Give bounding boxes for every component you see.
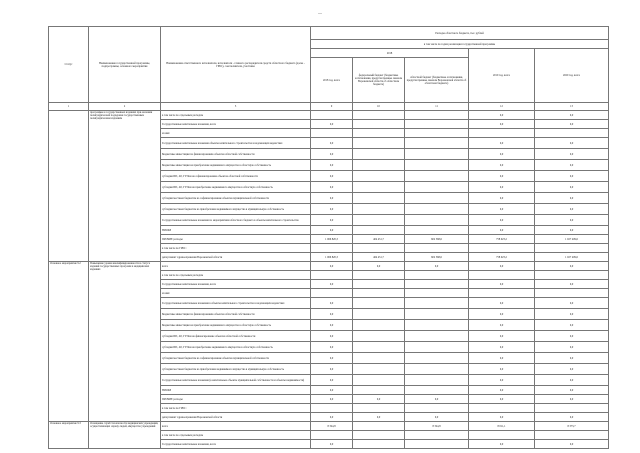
value-cell <box>469 431 535 440</box>
value-cell <box>405 375 469 386</box>
value-cell <box>353 331 405 342</box>
value-cell: 0,0 <box>535 375 609 386</box>
source-cell: Государственные капитальные вложения, всего <box>161 440 311 449</box>
value-cell: 0,0 <box>469 395 535 404</box>
source-cell: из них: <box>161 129 311 138</box>
value-cell: 1 027 409,6 <box>535 235 609 244</box>
col-status-header: Статус <box>49 27 89 103</box>
value-cell <box>353 149 405 160</box>
value-cell <box>353 431 405 440</box>
value-cell <box>353 138 405 149</box>
value-cell <box>405 431 469 440</box>
value-cell <box>353 386 405 395</box>
idx-cell: 13 <box>535 103 609 111</box>
year-2019-header: 2019 год, всего <box>469 49 535 103</box>
value-cell <box>405 111 469 120</box>
value-cell <box>405 386 469 395</box>
page-mark: — <box>318 10 322 15</box>
value-cell <box>353 244 405 253</box>
value-cell: 758 023,2 <box>469 235 535 244</box>
value-cell <box>469 129 535 138</box>
value-cell: 758 023,2 <box>469 253 535 262</box>
value-cell <box>353 160 405 171</box>
source-cell: Государственные капитальные вложения объекты капитального строительства в надлежащих ведомствах <box>161 138 311 149</box>
value-cell: 0,0 <box>311 353 353 364</box>
value-cell: 0,0 <box>535 298 609 309</box>
value-cell: 0,0 <box>469 262 535 271</box>
value-cell: 0,0 <box>469 309 535 320</box>
value-cell: 0,0 <box>535 440 609 449</box>
source-cell: субсидии ИП, АУ, ГУПам на финансирование объектов областной собственности <box>161 331 311 342</box>
value-cell: 0,0 <box>535 320 609 331</box>
value-cell: 0,0 <box>469 386 535 395</box>
value-cell <box>405 204 469 215</box>
value-cell <box>405 289 469 298</box>
value-cell: 0,0 <box>469 138 535 149</box>
value-cell: 0,0 <box>469 204 535 215</box>
value-cell: 8 324,8 <box>405 422 469 431</box>
value-cell <box>353 289 405 298</box>
value-cell <box>353 271 405 280</box>
source-cell: департамент здравоохранения Воронежской области <box>161 253 311 262</box>
value-cell <box>535 404 609 413</box>
source-cell: в том числе по ГРБС: <box>161 404 311 413</box>
year-2018-header: 2018 <box>311 49 469 58</box>
value-cell: 0,0 <box>469 171 535 182</box>
value-cell: 0,0 <box>311 331 353 342</box>
value-cell: 0,0 <box>535 171 609 182</box>
year-2020-header: 2020 год, всего <box>535 49 609 103</box>
value-cell: 0,0 <box>405 395 469 404</box>
value-cell: 0,0 <box>469 149 535 160</box>
idx-cell: 3 <box>161 103 311 111</box>
source-cell: Бюджетные инвестиции на приобретение недвижимого имущества в областную собственность <box>161 160 311 171</box>
source-cell: субсидии местным бюджетам на приобретение недвижимого имущества в муниципальную собственность <box>161 204 311 215</box>
value-cell <box>405 244 469 253</box>
value-cell: 0,0 <box>469 120 535 129</box>
value-cell <box>311 431 353 440</box>
value-cell: 0,0 <box>535 331 609 342</box>
value-cell: 0,0 <box>405 262 469 271</box>
value-cell: 0,0 <box>469 182 535 193</box>
value-cell <box>311 271 353 280</box>
table-row <box>49 422 609 431</box>
col-expenses-header: Расходы областного бюджета, тыс. рублей <box>311 27 609 40</box>
value-cell: 0,0 <box>469 226 535 235</box>
value-cell <box>353 320 405 331</box>
value-cell: 0,0 <box>311 342 353 353</box>
source-cell: ПРОЧИЕ расходы <box>161 395 311 404</box>
value-cell: 0,0 <box>311 280 353 289</box>
value-cell: 0,0 <box>311 320 353 331</box>
total-2018-header: 2018 год, всего <box>311 58 353 103</box>
value-cell: 0,0 <box>535 342 609 353</box>
value-cell <box>405 129 469 138</box>
value-cell: 0,0 <box>535 386 609 395</box>
value-cell: 0,0 <box>469 331 535 342</box>
value-cell <box>405 182 469 193</box>
value-cell: 602 368,6 <box>405 235 469 244</box>
value-cell: 0,0 <box>311 386 353 395</box>
source-cell: в том числе по отдельным расходам <box>161 271 311 280</box>
value-cell <box>353 129 405 138</box>
value-cell: 0,0 <box>535 309 609 320</box>
value-cell: 0,0 <box>535 364 609 375</box>
value-cell: 0,0 <box>469 111 535 120</box>
value-cell: 0,0 <box>469 413 535 422</box>
idx-cell: 9 <box>311 103 353 111</box>
value-cell: 0,0 <box>311 215 353 226</box>
source-cell: субсидии местным бюджетам на приобретение недвижимого имущества в муниципальную собственность <box>161 364 311 375</box>
value-cell: 0,0 <box>311 171 353 182</box>
value-cell: 0,0 <box>311 204 353 215</box>
value-cell: 0,0 <box>311 226 353 235</box>
value-cell <box>353 171 405 182</box>
value-cell <box>353 342 405 353</box>
value-cell <box>405 342 469 353</box>
value-cell <box>353 120 405 129</box>
idx-cell: 2 <box>89 103 161 111</box>
idx-cell: 12 <box>469 103 535 111</box>
value-cell: 0,0 <box>535 138 609 149</box>
source-cell: НИОКР <box>161 226 311 235</box>
value-cell: 0,0 <box>535 120 609 129</box>
value-cell: 0,0 <box>311 182 353 193</box>
value-cell: 0,0 <box>535 262 609 271</box>
value-cell: 8 324,8 <box>311 422 353 431</box>
value-cell <box>405 280 469 289</box>
value-cell: 8 373,7 <box>535 422 609 431</box>
value-cell: 0,0 <box>311 138 353 149</box>
value-cell: 0,0 <box>353 395 405 404</box>
source-cell: НИОКР <box>161 386 311 395</box>
value-cell <box>353 440 405 449</box>
value-cell <box>405 353 469 364</box>
value-cell <box>405 271 469 280</box>
value-cell: 0,0 <box>469 375 535 386</box>
value-cell: 0,0 <box>469 353 535 364</box>
value-cell: 0,0 <box>535 149 609 160</box>
source-cell: субсидии ИП, АУ, ГУПам на приобретение недвижимого имущества в областную собственность <box>161 182 311 193</box>
source-cell: в том числе по отдельным расходам <box>161 431 311 440</box>
value-cell <box>405 215 469 226</box>
value-cell <box>405 171 469 182</box>
value-cell: 0,0 <box>469 440 535 449</box>
col-source-header: Наименование ответственного исполнителя, исполнителя - главного распорядителя средств областного бюджета (далее - ГРБС), соисполнителя, участника <box>161 27 311 103</box>
source-cell: Государственные капитальные вложения по мероприятиям областного бюджета в объекты капитального строительства <box>161 215 311 226</box>
value-cell: 1 066 820,3 <box>311 253 353 262</box>
value-cell: 0,0 <box>311 262 353 271</box>
value-cell <box>469 404 535 413</box>
value-cell: 0,0 <box>469 280 535 289</box>
value-cell <box>405 404 469 413</box>
value-cell: 0,0 <box>353 262 405 271</box>
source-cell: в том числе по ГРБС: <box>161 244 311 253</box>
value-cell <box>469 289 535 298</box>
value-cell: 0,0 <box>469 298 535 309</box>
source-cell: Государственные капитальные вложения, всего <box>161 280 311 289</box>
value-cell <box>535 244 609 253</box>
value-cell <box>405 364 469 375</box>
value-cell <box>353 193 405 204</box>
name-cell: Оснащение служб безопасности медицинских учреждений, осуществляющих охрану людей, имущества учреждений <box>89 422 161 449</box>
value-cell <box>311 404 353 413</box>
value-cell <box>535 129 609 138</box>
value-cell <box>405 320 469 331</box>
value-cell <box>405 309 469 320</box>
source-cell: всего <box>161 262 311 271</box>
value-cell: 0,0 <box>353 413 405 422</box>
status-cell: Основное мероприятие 9.3 <box>49 422 89 449</box>
value-cell <box>311 111 353 120</box>
value-cell: 0,0 <box>469 342 535 353</box>
status-cell <box>49 111 89 262</box>
value-cell <box>405 138 469 149</box>
value-cell: 0,0 <box>469 364 535 375</box>
value-cell <box>405 160 469 171</box>
value-cell: 464 451,7 <box>353 253 405 262</box>
federal-header: федеральный бюджет (бюджетные ассигнования, предусмотренные законом Воронежской области об областном бюджете) <box>353 58 405 103</box>
value-cell <box>535 289 609 298</box>
source-cell: Бюджетные инвестиции по финансированию объектов областной собственности <box>161 149 311 160</box>
value-cell: 0,0 <box>311 160 353 171</box>
idx-cell: 11 <box>405 103 469 111</box>
value-cell: 1 027 409,6 <box>535 253 609 262</box>
table-header <box>49 27 609 111</box>
value-cell: 602 368,6 <box>405 253 469 262</box>
value-cell <box>353 298 405 309</box>
source-cell: Бюджетные инвестиции по финансированию объектов областной собственности <box>161 309 311 320</box>
value-cell: 0,0 <box>405 413 469 422</box>
value-cell: 0,0 <box>535 182 609 193</box>
name-cell: Повышение уровня квалифицированности и статуса изданий государственных программ в медицинских изданиях <box>89 262 161 422</box>
value-cell: 0,0 <box>311 375 353 386</box>
value-cell <box>405 440 469 449</box>
col-name-header: Наименование государственной программы, подпрограммы, основного мероприятия <box>89 27 161 103</box>
value-cell <box>405 149 469 160</box>
value-cell <box>469 244 535 253</box>
idx-cell: 1 <box>49 103 89 111</box>
value-cell: 0,0 <box>311 413 353 422</box>
value-cell: 0,0 <box>535 226 609 235</box>
value-cell <box>353 204 405 215</box>
value-cell: 0,0 <box>535 204 609 215</box>
source-cell: субсидии ИП, АУ, ГУПам на приобретение недвижимого имущества в областную собственность <box>161 342 311 353</box>
table-body <box>49 111 609 449</box>
source-cell: ПРОЧИЕ расходы <box>161 235 311 244</box>
value-cell: 0,0 <box>469 193 535 204</box>
plan-period-header: в том числе по годам реализации государственной программы <box>311 40 609 49</box>
source-cell: в том числе по отдельным расходам <box>161 111 311 120</box>
source-cell: субсидии ИП, АУ, ГУПам на софинансирование объектов областной собственности <box>161 171 311 182</box>
value-cell <box>353 215 405 226</box>
source-cell: всего <box>161 422 311 431</box>
idx-cell: 10 <box>353 103 405 111</box>
value-cell <box>353 422 405 431</box>
value-cell <box>353 375 405 386</box>
value-cell <box>535 431 609 440</box>
value-cell: 0,0 <box>535 215 609 226</box>
value-cell: 0,0 <box>311 193 353 204</box>
value-cell: 1 066 820,3 <box>311 235 353 244</box>
value-cell: 0,0 <box>311 440 353 449</box>
table-row <box>49 262 609 271</box>
table-row <box>49 111 609 120</box>
source-cell: департамент здравоохранения Воронежской области <box>161 413 311 422</box>
value-cell: 0,0 <box>311 298 353 309</box>
value-cell: 0,0 <box>535 280 609 289</box>
value-cell <box>353 111 405 120</box>
source-cell: субсидии местным бюджетам на софинансирование объектов муниципальной собственности <box>161 193 311 204</box>
value-cell: 0,0 <box>535 193 609 204</box>
value-cell <box>405 298 469 309</box>
value-cell: 0,0 <box>535 111 609 120</box>
value-cell: 0,0 <box>311 364 353 375</box>
value-cell <box>353 353 405 364</box>
value-cell <box>535 271 609 280</box>
source-cell: Государственные капитальные вложения в объекты капитального строительства в надлежащих ведомствах <box>161 298 311 309</box>
source-cell: субсидии местным бюджетам на софинансирование объектов муниципальной собственности <box>161 353 311 364</box>
value-cell: 8 011,1 <box>469 422 535 431</box>
value-cell: 0,0 <box>469 320 535 331</box>
value-cell: 404 451,7 <box>353 235 405 244</box>
value-cell <box>353 226 405 235</box>
regional-header: областной бюджет (бюджетные ассигнования, предусмотренные законом Воронежской области об областном бюджете) <box>405 58 469 103</box>
value-cell <box>311 289 353 298</box>
budget-table <box>48 26 609 449</box>
value-cell: 0,0 <box>311 395 353 404</box>
value-cell: 0,0 <box>469 215 535 226</box>
value-cell: 0,0 <box>311 120 353 129</box>
name-cell: программы в государственных изданиях при оказании полиграфической поддержки государственным полиграфическим изданиям <box>89 111 161 262</box>
value-cell: 0,0 <box>535 395 609 404</box>
value-cell <box>353 280 405 289</box>
value-cell: 0,0 <box>311 309 353 320</box>
value-cell <box>353 404 405 413</box>
source-cell: Государственные капитальные вложения, всего <box>161 120 311 129</box>
value-cell: 0,0 <box>535 413 609 422</box>
value-cell <box>405 120 469 129</box>
value-cell <box>405 331 469 342</box>
value-cell: 0,0 <box>469 160 535 171</box>
value-cell <box>405 226 469 235</box>
source-cell: Бюджетные инвестиции на приобретение недвижимого имущества в областную собственность <box>161 320 311 331</box>
value-cell <box>353 364 405 375</box>
value-cell <box>311 129 353 138</box>
value-cell: 0,0 <box>535 353 609 364</box>
value-cell <box>405 193 469 204</box>
source-cell: Государственные капитальные вложения (в капитальные объекты муниципальной собственности и объекты недвижимости) <box>161 375 311 386</box>
value-cell: 0,0 <box>535 160 609 171</box>
value-cell <box>353 309 405 320</box>
source-cell: из них: <box>161 289 311 298</box>
value-cell <box>353 182 405 193</box>
value-cell: 0,0 <box>311 149 353 160</box>
value-cell <box>469 271 535 280</box>
value-cell <box>311 244 353 253</box>
status-cell: Основное мероприятие 9.2 <box>49 262 89 422</box>
